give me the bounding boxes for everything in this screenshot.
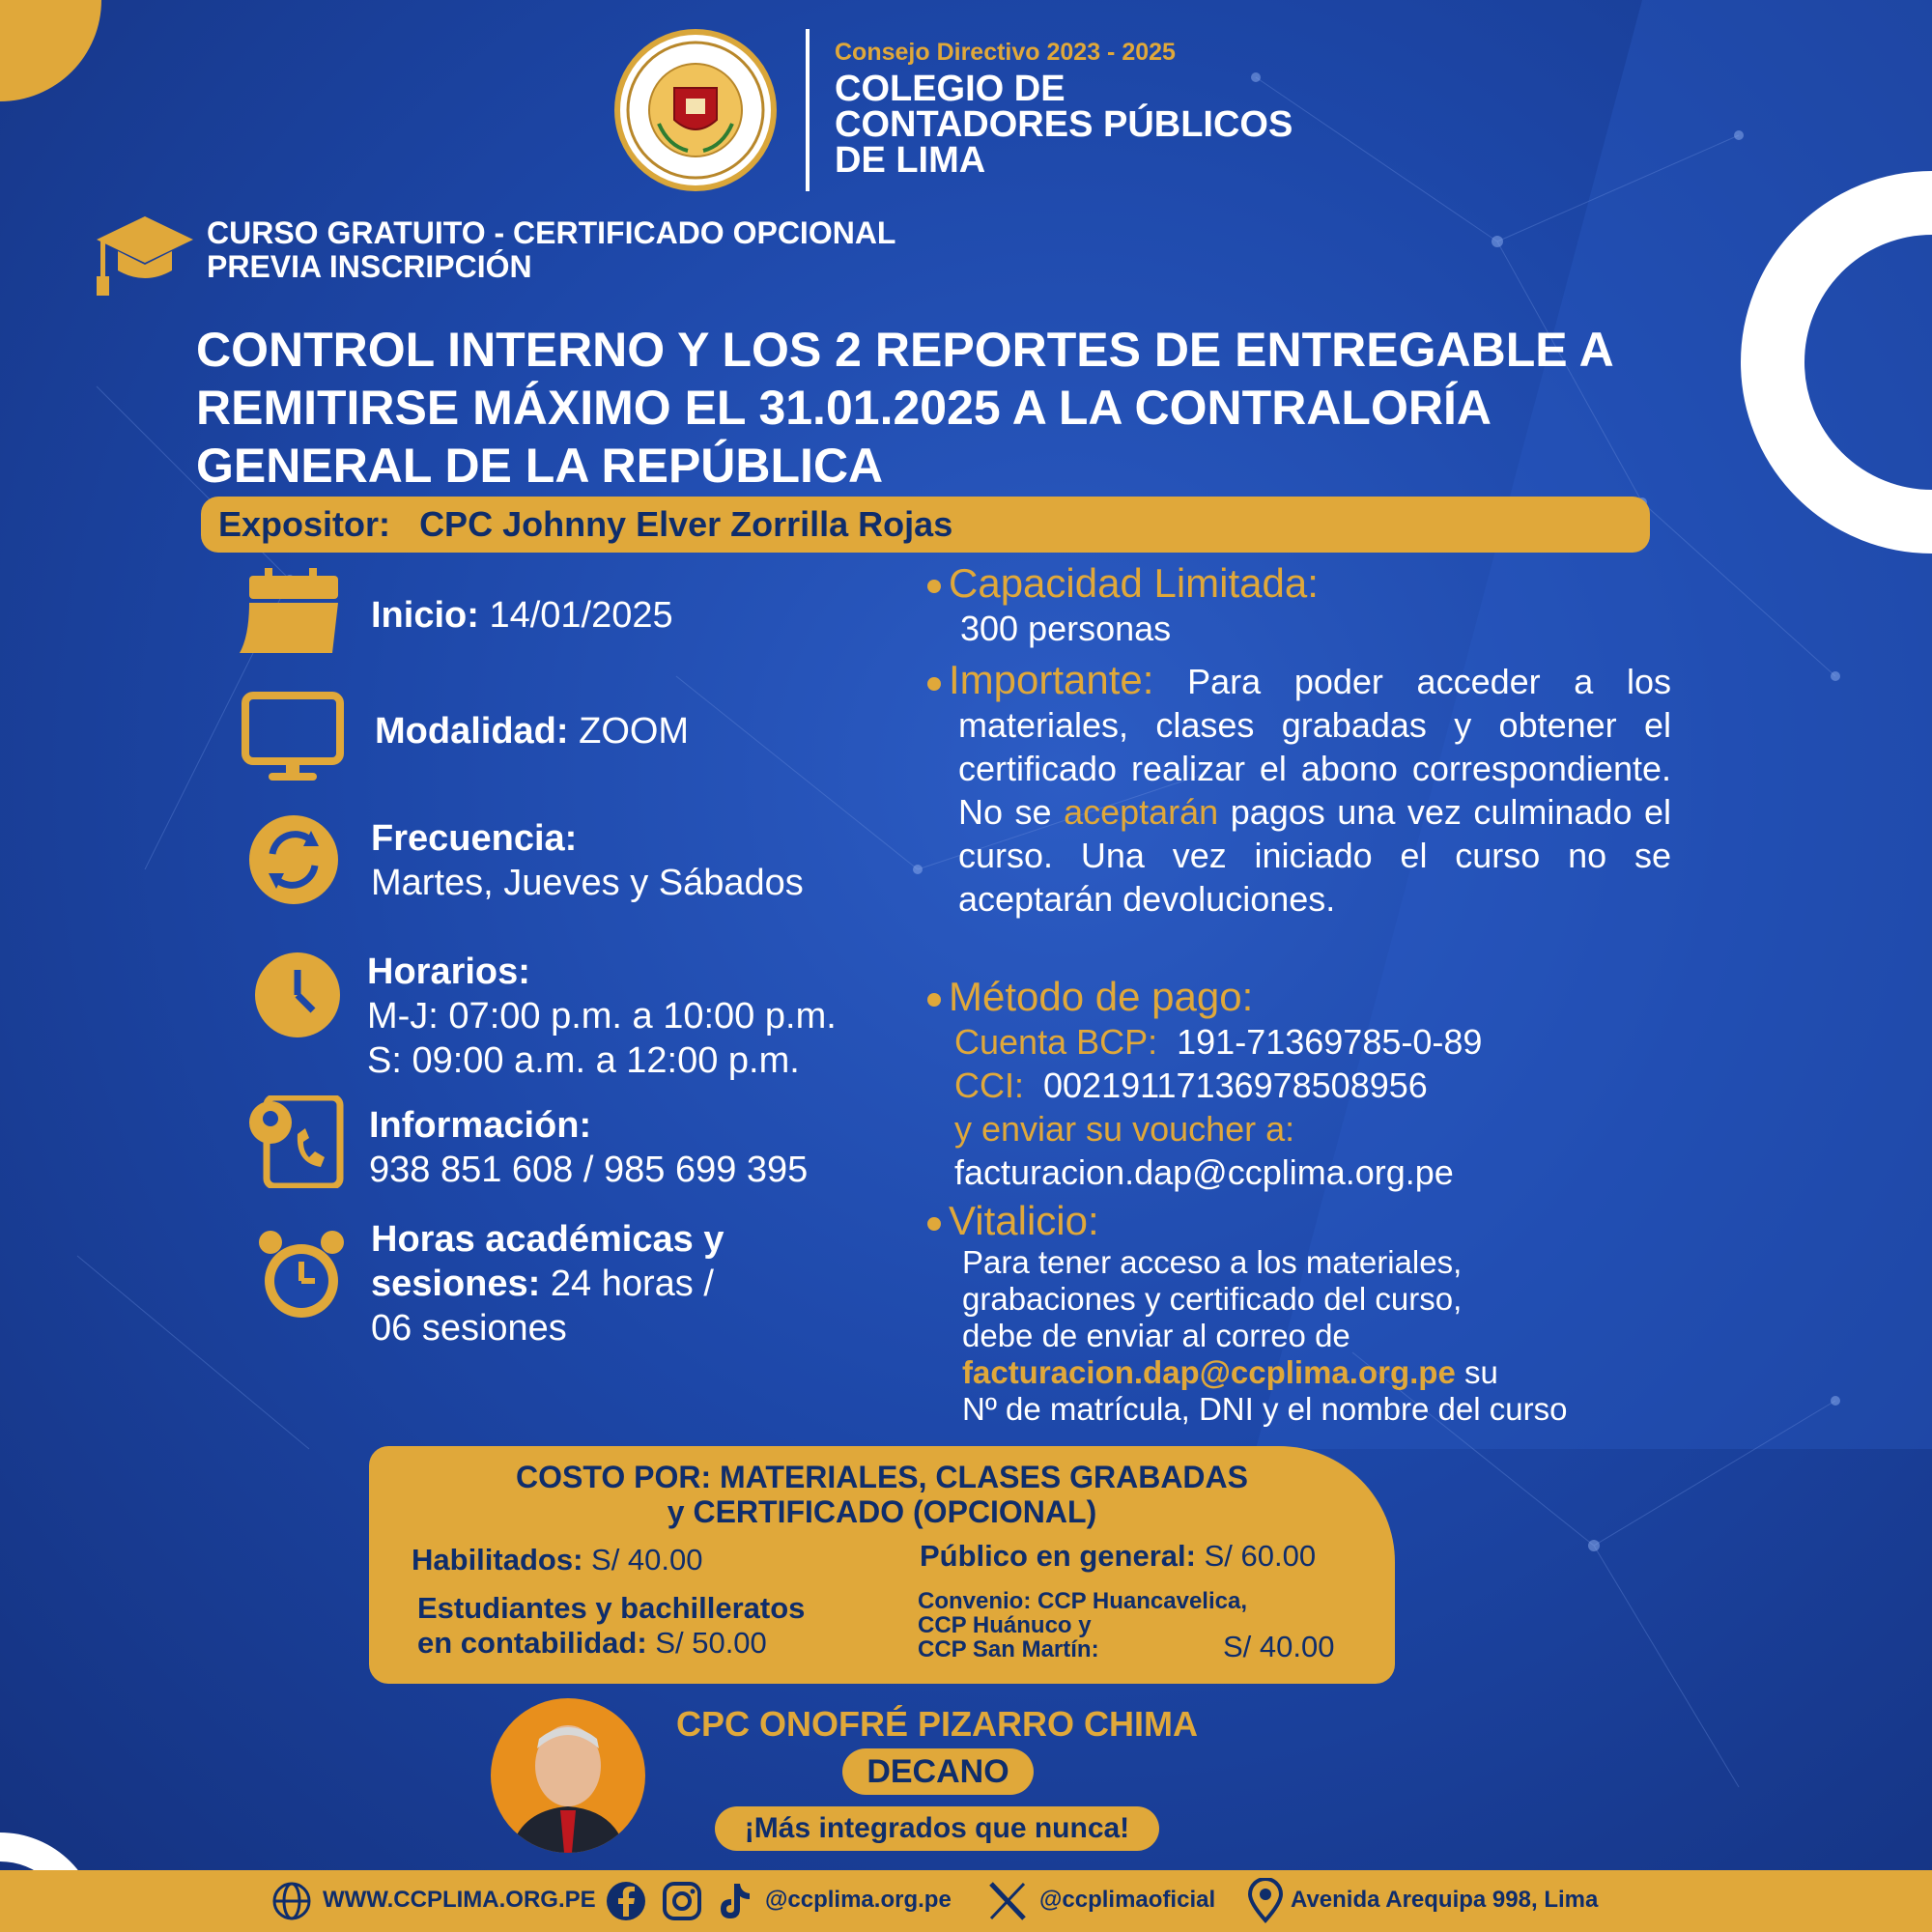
website-link[interactable]: WWW.CCPLIMA.ORG.PE: [323, 1887, 596, 1913]
horas-row: Horas académicas y sesiones: 24 horas / 06 sesiones: [371, 1219, 724, 1349]
horarios-row: Horarios: M-J: 07:00 p.m. a 10:00 p.m. S: 09:00 a.m. a 12:00 p.m.: [367, 952, 837, 1081]
tiktok-icon[interactable]: [715, 1878, 753, 1924]
monitor-icon: [242, 692, 344, 784]
capacidad-section: Capacidad Limitada: 300 personas: [927, 560, 1671, 650]
alarm-clock-icon: [255, 1227, 348, 1327]
consejo-directivo: Consejo Directivo 2023 - 2025: [835, 39, 1176, 66]
metodo-pago-section: Método de pago: Cuenta BCP: 191-71369785-0-89 CCI: 00219117136978508956 y enviar su voucher a: facturacion.dap@ccplima.org.pe: [927, 974, 1671, 1194]
x-handle[interactable]: @ccplimaoficial: [1039, 1887, 1216, 1913]
importante-section: Importante: Para poder acceder a los materiales, clases grabadas y obtener el certificado realizar el abono correspondiente. No se aceptarán pagos una vez culminado el curso. Una vez iniciado el curso no se aceptarán devoluciones.: [927, 657, 1671, 921]
costo-title: COSTO POR: MATERIALES, CLASES GRABADAS y CERTIFICADO (OPCIONAL): [516, 1460, 1248, 1529]
facebook-icon[interactable]: [605, 1878, 647, 1924]
publico-price: Público en general: S/ 60.00: [920, 1539, 1317, 1573]
course-title: CONTROL INTERNO Y LOS 2 REPORTES DE ENTREGABLE A REMITIRSE MÁXIMO EL 31.01.2025 A LA CONTRALORÍA GENERAL DE LA REPÚBLICA: [196, 323, 1614, 493]
habilitados-price: Habilitados: S/ 40.00: [412, 1543, 703, 1577]
vitalicio-email[interactable]: facturacion.dap@ccplima.org.pe: [962, 1354, 1456, 1390]
decano-name: CPC ONOFRÉ PIZARRO CHIMA: [676, 1704, 1198, 1744]
curso-gratuito: CURSO GRATUITO - CERTIFICADO OPCIONAL PREVIA INSCRIPCIÓN: [207, 215, 896, 284]
x-twitter-icon[interactable]: [985, 1878, 1030, 1924]
phone-contact-icon: [247, 1095, 344, 1188]
informacion-row: Información: 938 851 608 / 985 699 395: [369, 1105, 809, 1190]
estudiantes-price: Estudiantes y bachilleratos en contabilidad: S/ 50.00: [417, 1591, 806, 1660]
header-divider: [806, 29, 810, 191]
social-handle[interactable]: @ccplima.org.pe: [765, 1887, 952, 1913]
costo-box: [369, 1446, 1395, 1684]
inicio-row: Inicio: 14/01/2025: [371, 595, 673, 636]
bullet-dot: [927, 993, 941, 1007]
convenio-price: Convenio: CCP Huancavelica, CCP Huánuco y CCP San Martín:: [918, 1588, 1247, 1662]
corner-circle-gold: [0, 0, 101, 101]
colegio-name: COLEGIO DE CONTADORES PÚBLICOS DE LIMA: [835, 69, 1293, 181]
expositor-banner: Expositor: CPC Johnny Elver Zorrilla Rojas: [201, 497, 1650, 553]
convenio-value: S/ 40.00: [1223, 1630, 1335, 1663]
seal-icon: [620, 35, 771, 185]
voucher-email[interactable]: facturacion.dap@ccplima.org.pe: [954, 1152, 1454, 1192]
vitalicio-section: Vitalicio: Para tener acceso a los materiales, grabaciones y certificado del curso, debe de enviar al correo de facturacion.dap@ccplima.org.pe su Nº de matrícula, DNI y el nombre del curso: [927, 1198, 1671, 1428]
modalidad-row: Modalidad: ZOOM: [375, 711, 690, 752]
frecuencia-row: Frecuencia: Martes, Jueves y Sábados: [371, 818, 804, 903]
ccpl-logo: [614, 29, 777, 191]
decano-badge: DECANO: [842, 1748, 1034, 1795]
instagram-icon[interactable]: [661, 1878, 703, 1924]
clock-icon: [253, 951, 342, 1039]
location-pin-icon: [1246, 1878, 1285, 1924]
slogan-badge: ¡Más integrados que nunca!: [715, 1806, 1159, 1851]
bullet-dot: [927, 580, 941, 593]
globe-icon: [270, 1878, 313, 1924]
refresh-cycle-icon: [247, 813, 340, 906]
bullet-dot: [927, 677, 941, 691]
bullet-dot: [927, 1217, 941, 1231]
calendar-icon: [236, 568, 342, 661]
address-text: Avenida Arequipa 998, Lima: [1291, 1887, 1599, 1913]
graduation-cap-icon: [95, 213, 195, 299]
